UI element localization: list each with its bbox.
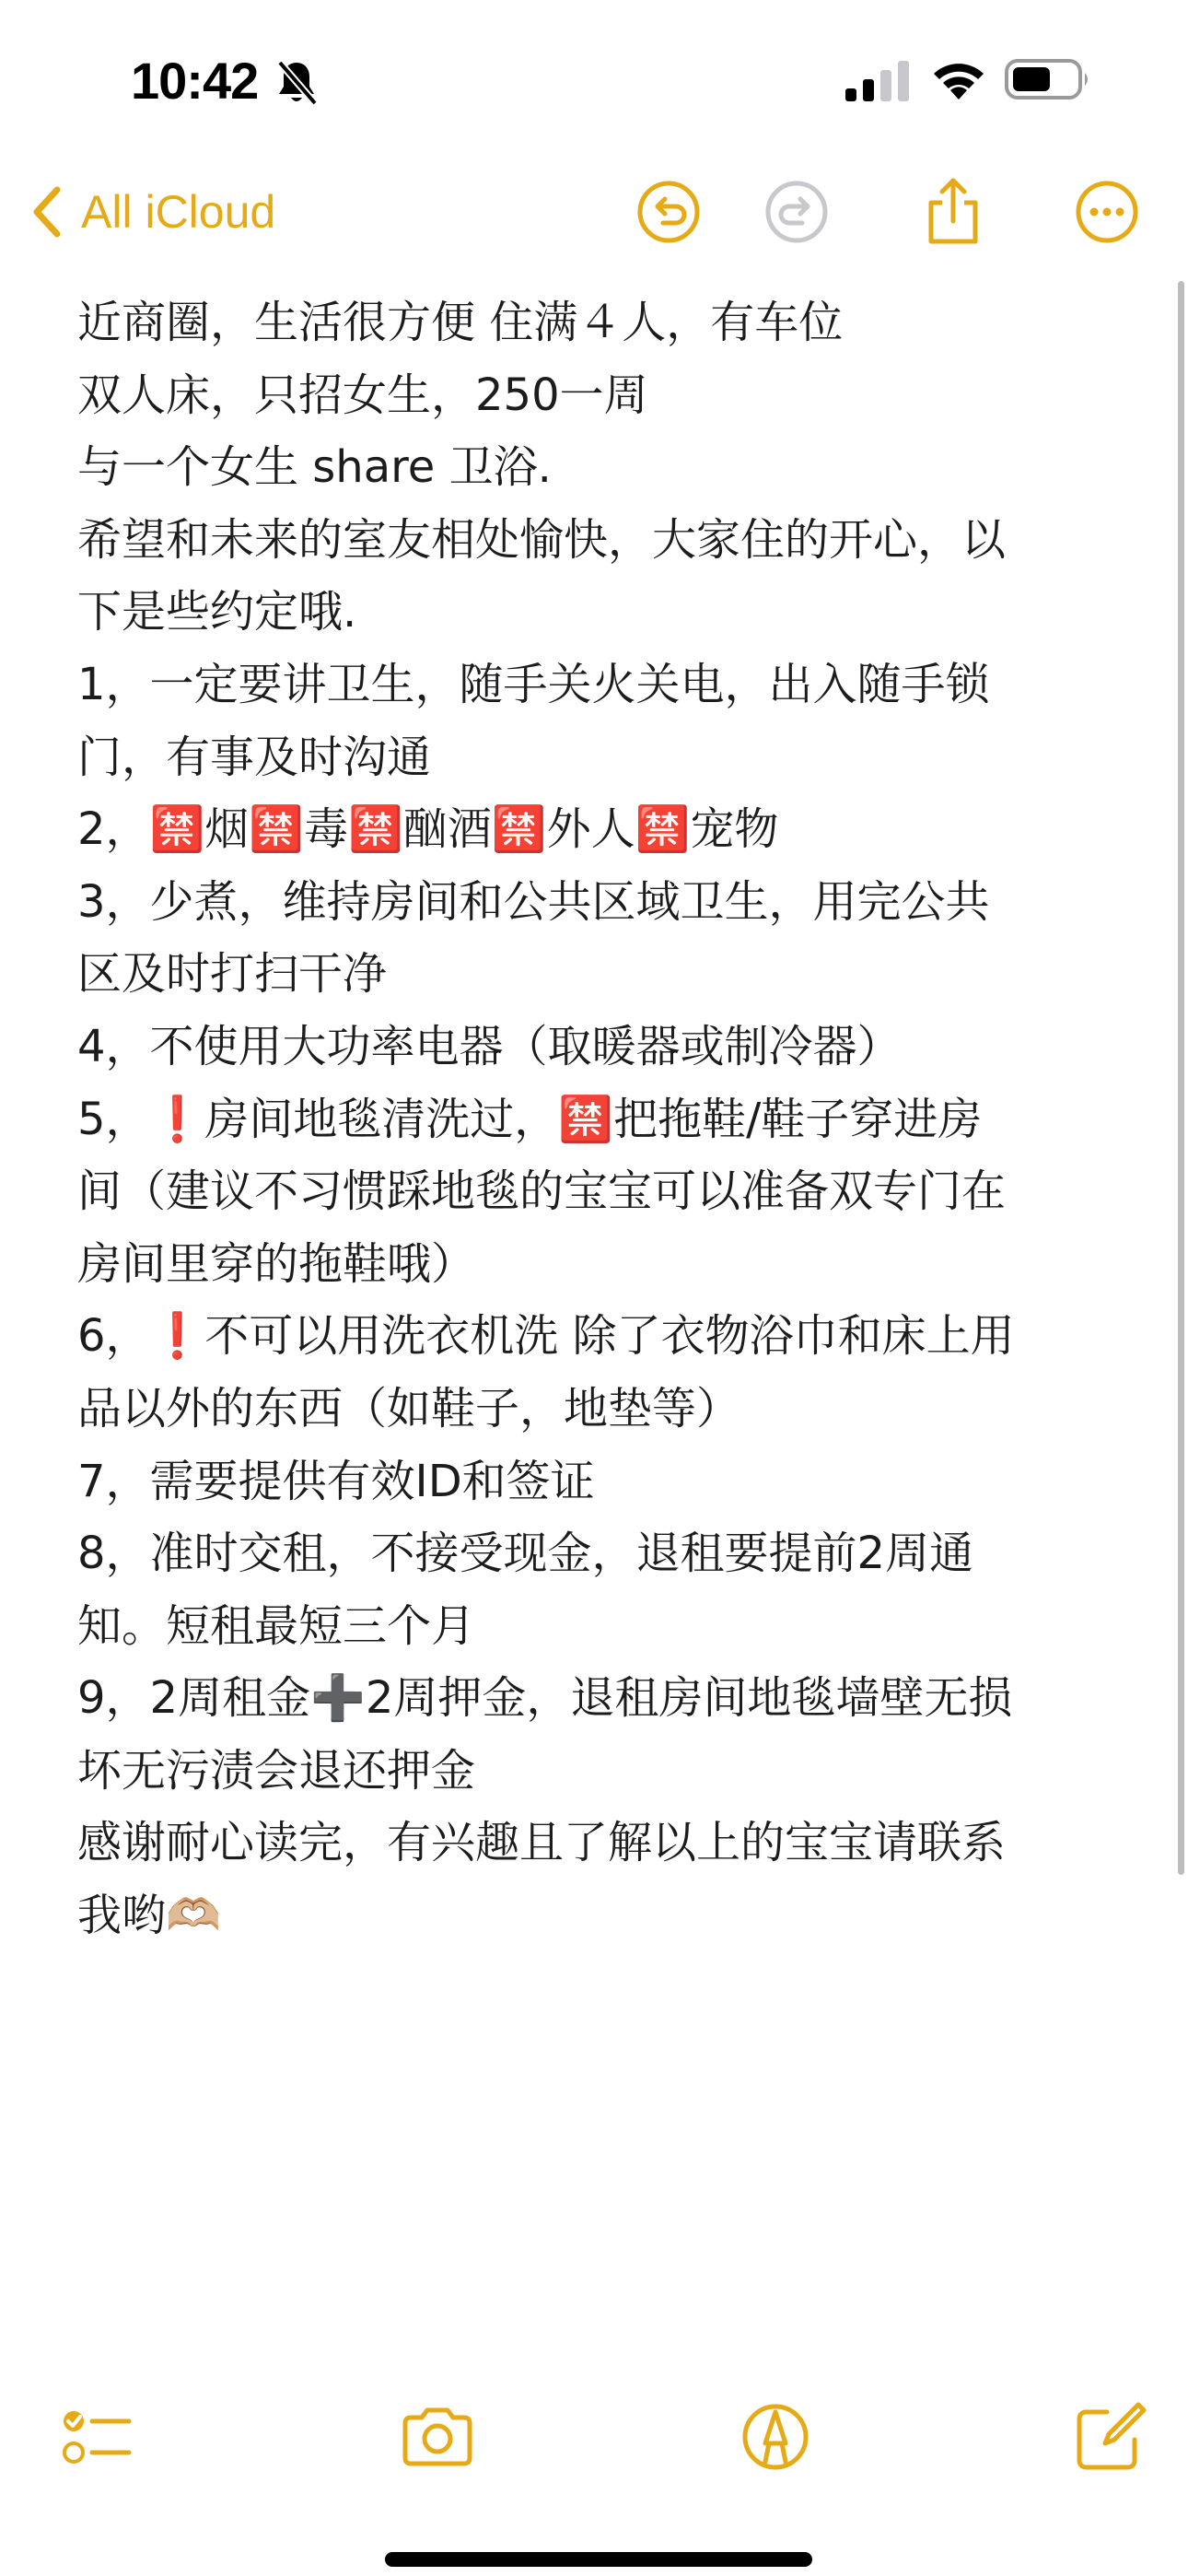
note-line: 房间里穿的拖鞋哦） [77,1237,476,1290]
undo-button[interactable] [632,175,705,249]
markup-icon [734,2395,817,2478]
note-line: 2，🈲烟🈲毒🈲酗酒🈲外人🈲宠物 [77,803,779,856]
note-line: 门，有事及时沟通 [77,731,432,783]
undo-icon [632,175,705,249]
battery-icon [1004,57,1092,101]
more-icon [1070,175,1144,249]
more-button[interactable] [1070,175,1144,249]
share-icon [916,175,990,249]
wifi-icon [930,57,987,101]
note-line: 我哟🫶🏼 [77,1890,221,1942]
note-line: 希望和未来的室友相处愉快，大家住的开心，以 [77,513,1007,566]
markup-button[interactable] [734,2395,817,2478]
note-line: 5，❗️房间地毯清洗过，🈲把拖鞋/鞋子穿进房 [77,1093,983,1145]
note-line: 品以外的东西（如鞋子，地垫等） [77,1382,741,1434]
compose-button[interactable] [1066,2395,1149,2478]
scroll-indicator[interactable] [1178,281,1184,1875]
note-line: 坏无污渍会退还押金 [77,1744,476,1797]
home-indicator [385,2552,812,2567]
note-line: 7，需要提供有效ID和签证 [77,1455,595,1507]
bottom-toolbar [0,2395,1188,2488]
status-bar [0,0,1188,157]
note-line: 感谢耐心读完，有兴趣且了解以上的宝宝请联系 [77,1817,1007,1869]
note-line: 双人床，只招女生，250一周 [77,369,648,421]
back-button[interactable] [28,175,275,249]
bell-slash-icon [274,59,319,107]
note-line: 下是些约定哦. [77,586,357,638]
redo-button[interactable] [760,175,833,249]
share-button[interactable] [916,175,990,249]
redo-icon [760,175,833,249]
checklist-icon [55,2395,138,2478]
note-line: 与一个女生 share 卫浴. [77,441,552,494]
note-line: 4，不使用大功率电器（取暖器或制冷器） [77,1020,902,1072]
note-line: 8，准时交租，不接受现金，退租要提前2周通 [77,1528,974,1580]
note-line: 近商圈，生活很方便 住满４人，有车位 [77,297,844,348]
note-line: 间（建议不习惯踩地毯的宝宝可以准备双专门在 [77,1165,1007,1218]
note-line: 1，一定要讲卫生，随手关火关电，出入随手锁 [77,658,990,710]
camera-button[interactable] [396,2395,479,2478]
back-label: All iCloud [81,186,276,238]
checklist-button[interactable] [55,2395,138,2478]
nav-bar [0,166,1188,258]
note-line: 9，2周租金➕2周押金，退租房间地毯墙壁无损 [77,1672,1013,1725]
chevron-left-icon [28,182,68,241]
status-time: 10:42 [131,52,259,110]
note-line: 3，少煮，维持房间和公共区域卫生，用完公共 [77,875,990,928]
note-line: 知。短租最短三个月 [77,1599,476,1652]
note-line: 区及时打扫干净 [77,948,388,1001]
cellular-signal-icon [845,61,910,101]
note-body[interactable] [77,287,1118,1952]
compose-icon [1066,2395,1149,2478]
note-line: 6，❗️不可以用洗衣机洗 除了衣物浴巾和床上用 [77,1310,1015,1363]
camera-icon [396,2395,479,2478]
